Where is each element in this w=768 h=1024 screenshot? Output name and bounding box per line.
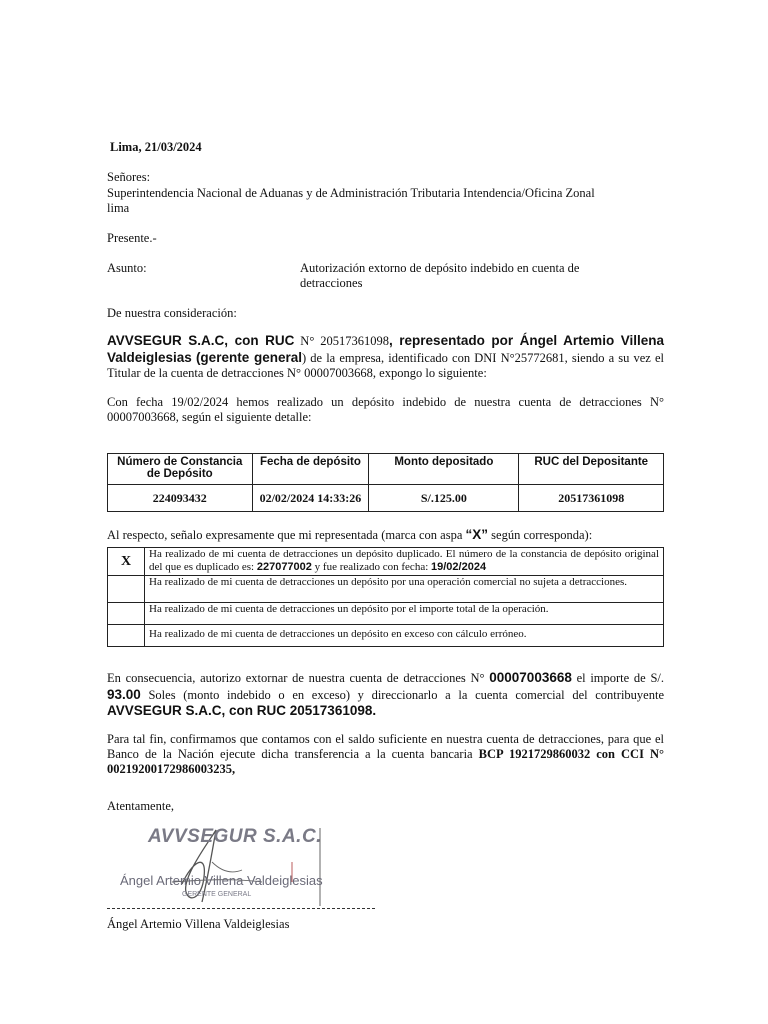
confirm-text: Para tal fin, confirmamos que contamos con el saldo suficiente en nuestra cuenta de detracciones, para que el Banco de la Nación ejecute dicha transferencia a la cuenta bancaria: [107, 732, 664, 761]
intro-paragraph: [107, 333, 664, 382]
option-1-date: 19/02/2024: [431, 561, 487, 573]
option-1-text-b: y fue realizado con fecha:: [311, 561, 432, 573]
stamp-role: GERENTE GENERAL: [182, 891, 252, 898]
consecuencia-text-a: En consecuencia, autorizo extornar de nuestra cuenta de detracciones N°: [107, 671, 490, 685]
consideracion: De nuestra consideración:: [107, 306, 237, 320]
table-row: [108, 485, 664, 512]
consecuencia-text-c: Soles (monto indebido o en exceso) y direccionarlo a la cuenta comercial del contribuyente: [140, 687, 664, 702]
cell-constancia: 224093432: [108, 485, 253, 512]
respecto-mark: “X”: [465, 527, 489, 542]
intro-representative: , representado por Ángel Artemio Villena Valdeiglesias: [107, 333, 664, 365]
consecuencia-paragraph: [107, 670, 664, 720]
signer-name: Ángel Artemio Villena Valdeiglesias: [107, 917, 290, 931]
deposit-table: [107, 453, 664, 512]
respecto-suffix: según corresponda):: [488, 528, 593, 542]
stamp-name: Ángel Artemio Villena Valdeiglesias: [120, 873, 323, 888]
cell-monto: S/.125.00: [369, 485, 519, 512]
option-mark-3[interactable]: [108, 603, 145, 625]
asunto-line-2: detracciones: [300, 276, 363, 290]
option-mark-2[interactable]: [108, 576, 145, 603]
option-mark-1[interactable]: X: [108, 548, 145, 576]
recipient-line-2: lima: [107, 201, 130, 215]
asunto-line-1: Autorización extorno de depósito indebido en cuenta de: [300, 261, 580, 275]
table-header-row: [108, 454, 664, 485]
intro-company: AVVSEGUR S.A.C, con RUC: [107, 333, 295, 348]
option-row: [108, 625, 664, 647]
option-text-3: Ha realizado de mi cuenta de detracciones un depósito por el importe total de la operación.: [145, 603, 664, 625]
respecto-line: [107, 527, 592, 543]
header-monto: Monto depositado: [369, 454, 519, 485]
option-row: [108, 603, 664, 625]
respecto-prefix: Al respecto, señalo expresamente que mi representada (marca con aspa: [107, 528, 466, 542]
asunto-label: Asunto:: [107, 261, 147, 275]
consecuencia-amount: 93.00: [107, 686, 141, 702]
option-text-2: Ha realizado de mi cuenta de detracciones un depósito por una operación comercial no sujeta a detracciones.: [145, 576, 664, 603]
confirm-bank-account: BCP 1921729860032 con CCI N° 00219200172986003235,: [107, 747, 664, 776]
presente: Presente.-: [107, 231, 157, 245]
consecuencia-company: AVVSEGUR S.A.C, con RUC 20517361098.: [107, 703, 377, 718]
option-row: [108, 548, 664, 576]
recipient-line-1: Superintendencia Nacional de Aduanas y de Administración Tributaria Intendencia/Oficina Zonal: [107, 186, 595, 200]
confirm-paragraph: [107, 732, 664, 777]
intro-ruc: N° 20517361098: [294, 334, 389, 348]
intro-rest: ) de la empresa, identificado con DNI N°25772681, siendo a su vez el Titular de la cuenta de detracciones N° 00007003668, expongo lo siguiente:: [107, 350, 665, 380]
deposit-paragraph: Con fecha 19/02/2024 hemos realizado un depósito indebido de nuestra cuenta de detracciones N° 00007003668, según el siguiente detalle:: [107, 395, 664, 424]
stamp-company: AVVSEGUR S.A.C.: [148, 826, 322, 847]
cell-ruc: 20517361098: [519, 485, 664, 512]
salutation: Señores:: [107, 170, 151, 184]
closing: Atentamente,: [107, 799, 174, 813]
header-fecha: Fecha de depósito: [252, 454, 369, 485]
option-1-number: 227077002: [256, 561, 312, 573]
option-row: [108, 576, 664, 603]
header-constancia: Número de Constancia de Depósito: [108, 454, 253, 485]
option-mark-4[interactable]: [108, 625, 145, 647]
intro-role: (gerente general: [195, 349, 302, 365]
consecuencia-text-b: el importe de S/.: [571, 671, 664, 685]
option-text-4: Ha realizado de mi cuenta de detracciones un depósito en exceso con cálculo erróneo.: [145, 625, 664, 647]
header-ruc: RUC del Depositante: [519, 454, 664, 485]
consecuencia-account: 00007003668: [489, 670, 572, 685]
letter-date: Lima, 21/03/2024: [110, 140, 202, 154]
signature-line: [107, 908, 375, 909]
option-text-1: [145, 548, 664, 576]
cell-fecha: 02/02/2024 14:33:26: [252, 485, 369, 512]
option-1-text-a: Ha realizado de mi cuenta de detracciones un depósito duplicado. El número de la constancia de depósito original del que es duplicado es:: [149, 548, 659, 573]
options-table: [107, 547, 664, 647]
